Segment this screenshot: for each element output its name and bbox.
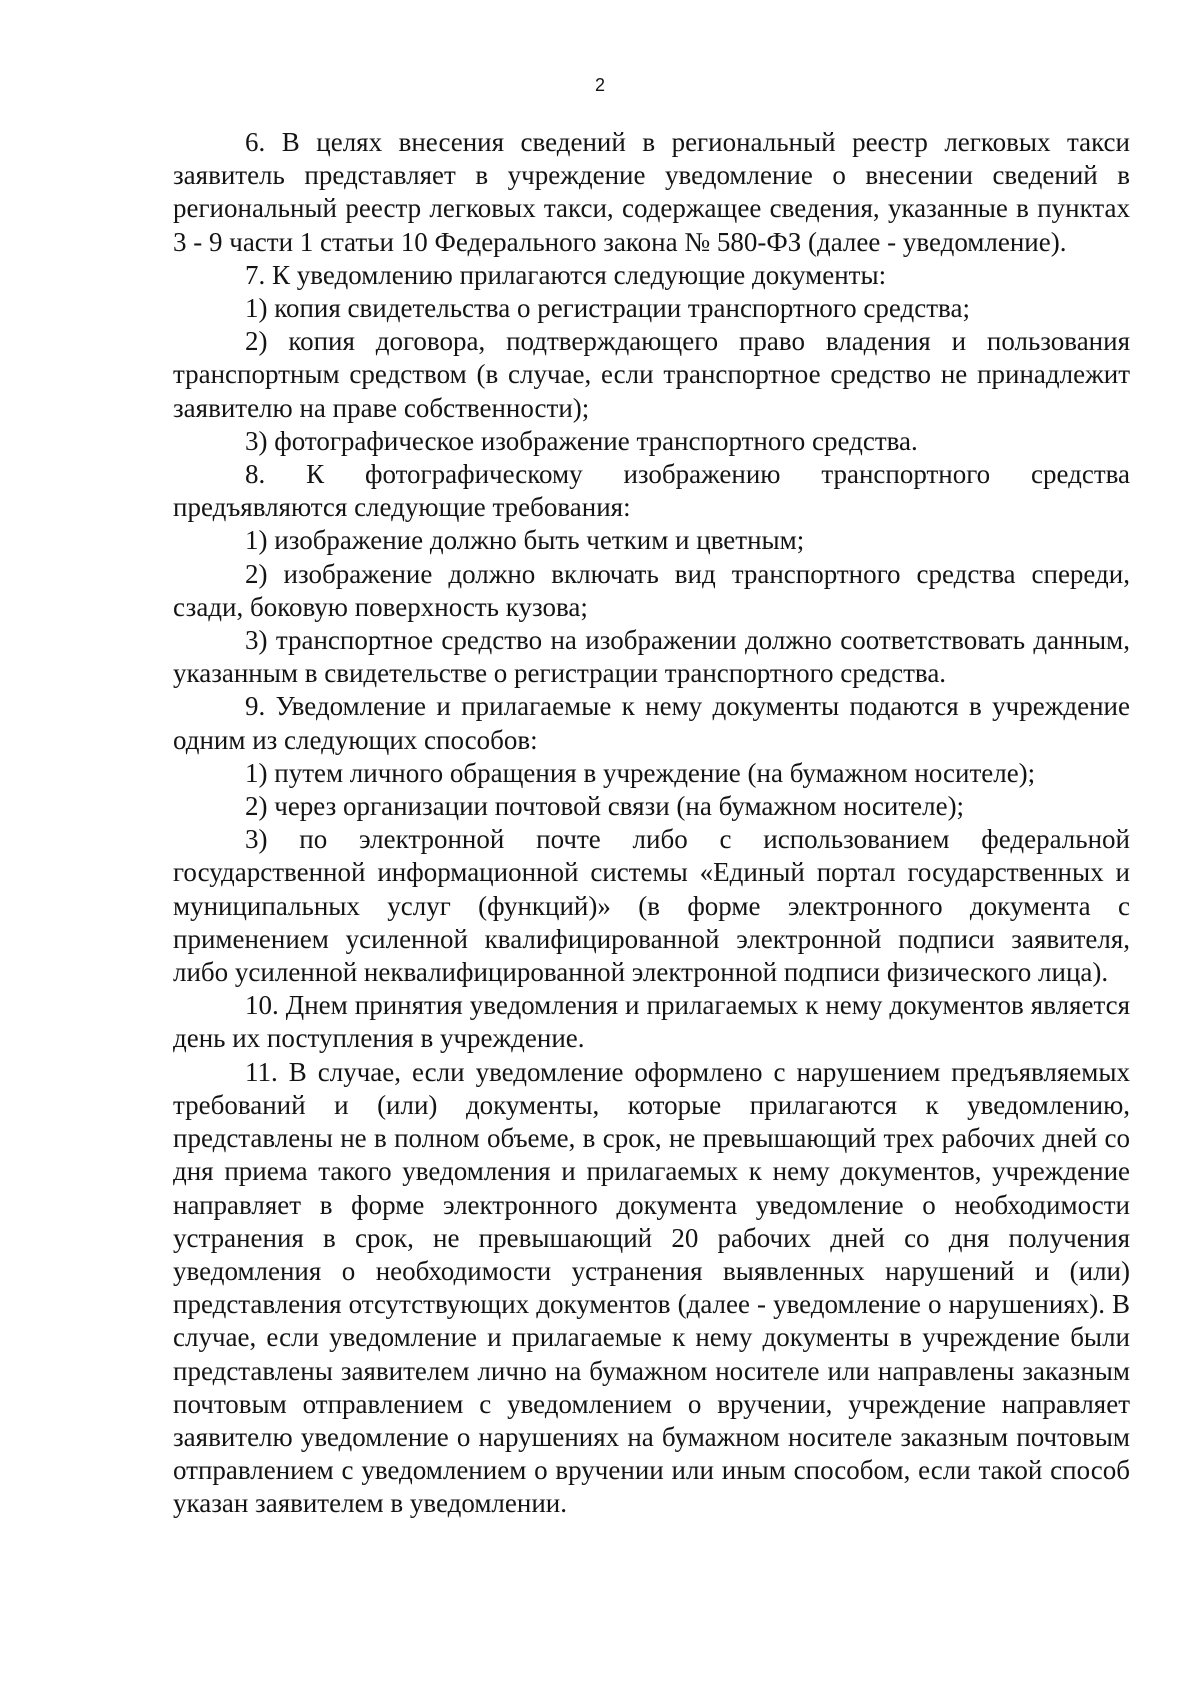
- paragraph-8-item-1: 1) изображение должно быть четким и цветным;: [245, 525, 805, 556]
- page-number: 2: [594, 75, 605, 95]
- paragraph-9-item-3: 3) по электронной почте либо с использованием федеральной государственной информационной системы «Единый портал государственных и муниципальных услуг (функций)» (в форме электронного документа с применением усиленной квалифицированной электронной подписи заявителя, либо усиленной неквалифицированной электронной подписи физического лица).: [173, 824, 1130, 988]
- paragraph-7-item-1: 1) копия свидетельства о регистрации транспортного средства;: [245, 293, 970, 324]
- paragraph-7-item-2: 2) копия договора, подтверждающего право владения и пользования транспортным средством (в случае, если транспортное средство не принадлежит заявителю на праве собственности);: [173, 326, 1130, 423]
- paragraph-9: 9. Уведомление и прилагаемые к нему документы подаются в учреждение одним из следующих способов:: [173, 691, 1130, 755]
- paragraph-6: 6. В целях внесения сведений в региональный реестр легковых такси заявитель представляет в учреждение уведомление о внесении сведений в региональный реестр легковых такси, содержащее сведения, указанные в пунктах 3 - 9 части 1 статьи 10 Федерального закона № 580-ФЗ (далее - уведомление).: [173, 127, 1130, 257]
- paragraph-10: 10. Днем принятия уведомления и прилагаемых к нему документов является день их поступления в учреждение.: [173, 990, 1130, 1054]
- paragraph-8-item-2: 2) изображение должно включать вид транспортного средства спереди, сзади, боковую поверхность кузова;: [173, 558, 1130, 622]
- paragraph-7-item-3: 3) фотографическое изображение транспортного средства.: [245, 425, 918, 456]
- document-body: [173, 126, 1130, 1521]
- paragraph-9-item-1: 1) путем личного обращения в учреждение (на бумажном носителе);: [245, 757, 1036, 788]
- paragraph-9-item-2: 2) через организации почтовой связи (на бумажном носителе);: [245, 791, 965, 822]
- paragraph-8: 8. К фотографическому изображению транспортного средства предъявляются следующие требования:: [173, 459, 1130, 523]
- paragraph-8-item-3: 3) транспортное средство на изображении должно соответствовать данным, указанным в свидетельстве о регистрации транспортного средства.: [173, 625, 1130, 689]
- paragraph-11: 11. В случае, если уведомление оформлено с нарушением предъявляемых требований и (или) документы, которые прилагаются к уведомлению, представлены не в полном объеме, в срок, не превышающий трех рабочих дней со дня приема такого уведомления и прилагаемых к нему документов, учреждение направляет в форме электронного документа уведомление о необходимости устранения в срок, не превышающий 20 рабочих дней со дня получения уведомления о необходимости устранения выявленных нарушений и (или) представления отсутствующих документов (далее - уведомление о нарушениях). В случае, если уведомление и прилагаемые к нему документы в учреждение были представлены заявителем лично на бумажном носителе или направлены заказным почтовым отправлением с уведомлением о вручении, учреждение направляет заявителю уведомление о нарушениях на бумажном носителе заказным почтовым отправлением с уведомлением о вручении или иным способом, если такой способ указан заявителем в уведомлении.: [173, 1056, 1130, 1519]
- paragraph-7: 7. К уведомлению прилагаются следующие документы:: [245, 259, 887, 290]
